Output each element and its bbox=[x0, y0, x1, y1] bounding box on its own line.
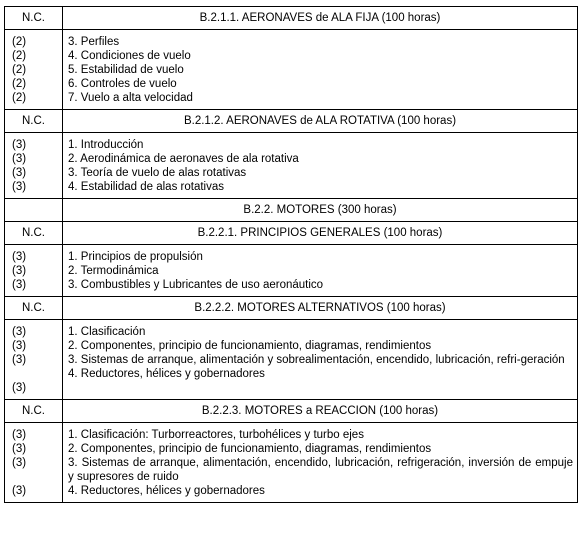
topic-item: 3. Sistemas de arranque, alimentación y sobrealimentación, encendido, lubricación, refri-geración bbox=[68, 354, 565, 366]
topic-item: 4. Condiciones de vuelo bbox=[68, 50, 191, 62]
topic-item: 2. Componentes, principio de funcionamiento, diagramas, rendimientos bbox=[68, 340, 432, 352]
items-cell bbox=[63, 320, 578, 400]
topic-item: 6. Controles de vuelo bbox=[68, 78, 177, 90]
topic-item: 3. Teoría de vuelo de alas rotativas bbox=[68, 167, 247, 179]
nc-code: (2) bbox=[12, 50, 27, 62]
nc-column-header: N.C. bbox=[5, 297, 63, 320]
topic-item: 5. Estabilidad de vuelo bbox=[68, 64, 184, 76]
topic-item: 2. Termodinámica bbox=[68, 265, 159, 277]
topic-item: 1. Clasificación: Turborreactores, turbohélices y turbo ejes bbox=[68, 429, 364, 441]
topic-item: 1. Principios de propulsión bbox=[68, 251, 203, 263]
topic-item: 4. Reductores, hélices y gobernadores bbox=[68, 368, 265, 380]
items-cell bbox=[63, 423, 578, 503]
nc-column-header: N.C. bbox=[5, 400, 63, 423]
nc-codes-cell bbox=[5, 423, 63, 503]
topic-item: 3. Combustibles y Lubricantes de uso aeronáutico bbox=[68, 279, 324, 291]
syllabus-table bbox=[4, 6, 578, 503]
subsection-header-row bbox=[5, 400, 578, 423]
subsection-header-row bbox=[5, 110, 578, 133]
subsection-title: B.2.2.3. MOTORES a REACCION (100 horas) bbox=[63, 400, 578, 423]
nc-code: (2) bbox=[12, 64, 27, 76]
nc-code: (3) bbox=[12, 265, 27, 277]
nc-code: (3) bbox=[12, 443, 27, 455]
nc-code: (3) bbox=[12, 340, 27, 352]
items-cell bbox=[63, 133, 578, 199]
nc-code: (2) bbox=[12, 36, 27, 48]
section-nc-cell bbox=[5, 199, 63, 222]
items-cell bbox=[63, 30, 578, 110]
nc-code: (3) bbox=[12, 139, 27, 151]
subsection-body-row bbox=[5, 30, 578, 110]
topic-item: 1. Introducción bbox=[68, 139, 144, 151]
nc-codes-cell bbox=[5, 133, 63, 199]
nc-code: (2) bbox=[12, 92, 27, 104]
subsection-header-row bbox=[5, 7, 578, 30]
topic-item: 2. Componentes, principio de funcionamiento, diagramas, rendimientos bbox=[68, 443, 432, 455]
nc-code: (3) bbox=[12, 326, 27, 338]
nc-column-header: N.C. bbox=[5, 7, 63, 30]
nc-codes-cell bbox=[5, 245, 63, 297]
topic-item: 7. Vuelo a alta velocidad bbox=[68, 92, 193, 104]
nc-code: (2) bbox=[12, 78, 27, 90]
nc-code: (3) bbox=[12, 457, 27, 469]
nc-column-header: N.C. bbox=[5, 222, 63, 245]
subsection-title: B.2.2.1. PRINCIPIOS GENERALES (100 horas) bbox=[63, 222, 578, 245]
topic-item: 2. Aerodinámica de aeronaves de ala rotativa bbox=[68, 153, 299, 165]
nc-codes-cell bbox=[5, 320, 63, 400]
topic-item: 4. Reductores, hélices y gobernadores bbox=[68, 485, 265, 497]
subsection-body-row bbox=[5, 320, 578, 400]
topic-item: 1. Clasificación bbox=[68, 326, 146, 338]
nc-code: (3) bbox=[12, 153, 27, 165]
section-header-row bbox=[5, 199, 578, 222]
subsection-body-row bbox=[5, 423, 578, 503]
nc-column-header: N.C. bbox=[5, 110, 63, 133]
topic-item: 3. Perfiles bbox=[68, 36, 120, 48]
section-title: B.2.2. MOTORES (300 horas) bbox=[63, 199, 578, 222]
subsection-title: B.2.1.2. AERONAVES de ALA ROTATIVA (100 horas) bbox=[63, 110, 578, 133]
nc-codes-cell bbox=[5, 30, 63, 110]
nc-code: (3) bbox=[12, 485, 27, 497]
nc-code: (3) bbox=[12, 382, 27, 394]
subsection-title: B.2.2.2. MOTORES ALTERNATIVOS (100 horas) bbox=[63, 297, 578, 320]
nc-code: (3) bbox=[12, 181, 27, 193]
topic-item: 4. Estabilidad de alas rotativas bbox=[68, 181, 224, 193]
nc-code: (3) bbox=[12, 167, 27, 179]
subsection-body-row bbox=[5, 133, 578, 199]
subsection-title: B.2.1.1. AERONAVES de ALA FIJA (100 horas) bbox=[63, 7, 578, 30]
topic-item: 3. Sistemas de arranque, alimentación, encendido, lubricación, refrigeración, inversión de empuje y supresores de ruido bbox=[68, 457, 573, 483]
nc-code: (3) bbox=[12, 279, 27, 291]
nc-code: (3) bbox=[12, 429, 27, 441]
items-cell bbox=[63, 245, 578, 297]
subsection-header-row bbox=[5, 222, 578, 245]
subsection-header-row bbox=[5, 297, 578, 320]
nc-code: (3) bbox=[12, 251, 27, 263]
subsection-body-row bbox=[5, 245, 578, 297]
nc-code: (3) bbox=[12, 354, 27, 366]
